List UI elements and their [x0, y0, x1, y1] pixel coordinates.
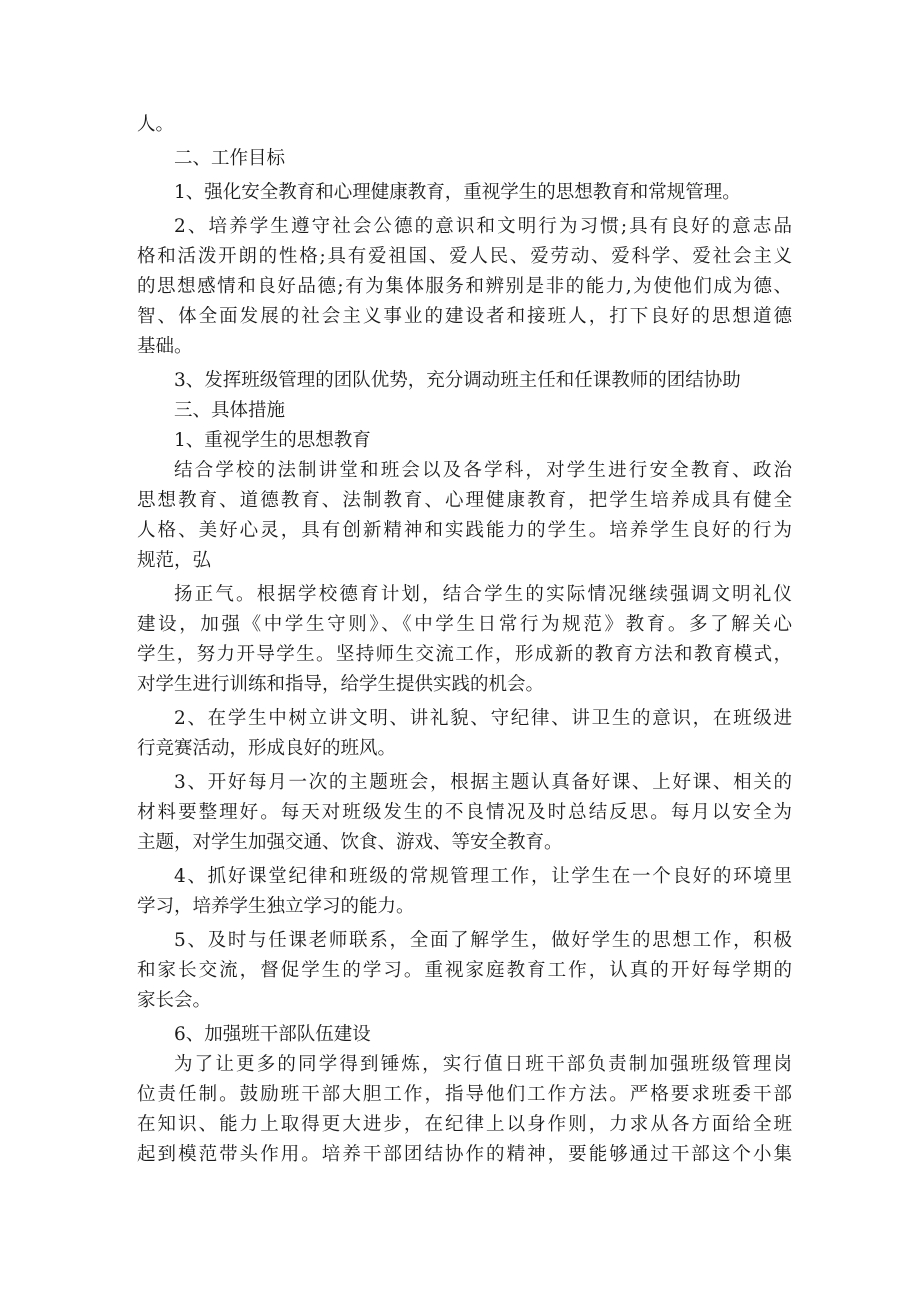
text-line: 位责任制。鼓励班干部大胆工作，指导他们工作方法。严格要求班委干部	[137, 1084, 792, 1105]
heading-text: 6、加强班干部队伍建设	[174, 1024, 371, 1045]
paragraph-measure-1b	[137, 580, 792, 700]
paragraph-measure-6	[137, 1050, 792, 1170]
paragraph-measure-3	[137, 768, 792, 858]
heading-text: 二、工作目标	[174, 148, 286, 169]
text-line: 建设，加强《中学生守则》、《中学生日常行为规范》教育。多了解关心	[137, 614, 792, 635]
text-line: 的思想感情和良好品德;有为集体服务和辨别是非的能力,为使他们成为德、	[137, 276, 792, 297]
text-line: 1、强化安全教育和心理健康教育，重视学生的思想教育和常规管理。	[174, 182, 741, 203]
text-line: 材料要整理好。每天对班级发生的不良情况及时总结反思。每月以安全为	[137, 802, 792, 823]
text-line: 4、抓好课堂纪律和班级的常规管理工作，让学生在一个良好的环境里	[174, 866, 792, 887]
text-line: 人。	[137, 114, 175, 135]
paragraph-measure-2	[137, 704, 792, 764]
section-heading-measures	[137, 396, 792, 426]
text-line: 2、在学生中树立讲文明、讲礼貌、守纪律、讲卫生的意识，在班级进	[174, 708, 792, 729]
paragraph-measure-1a	[137, 456, 792, 576]
section-heading-work-goals	[137, 144, 792, 174]
text-line: 3、发挥班级管理的团队优势，充分调动班主任和任课教师的团结协助	[174, 370, 741, 391]
heading-text: 三、具体措施	[174, 400, 286, 421]
paragraph-measure-5	[137, 926, 792, 1016]
text-line: 对学生进行训练和指导，给学生提供实践的机会。	[137, 674, 545, 695]
paragraph-continuation	[137, 110, 792, 140]
text-line: 家长会。	[137, 990, 212, 1011]
text-line: 扬正气。根据学校德育计划，结合学生的实际情况继续强调文明礼仪	[174, 584, 792, 605]
text-line: 和家长交流，督促学生的学习。重视家庭教育工作，认真的开好每学期的	[137, 960, 792, 981]
text-line: 在知识、能力上取得更大进步，在纪律上以身作则，力求从各方面给全班	[137, 1114, 792, 1135]
text-line: 基础。	[137, 336, 193, 357]
text-line: 为了让更多的同学得到锤炼，实行值日班干部负责制加强班级管理岗	[174, 1054, 792, 1075]
paragraph-goal-1	[137, 178, 792, 208]
text-line: 学生，努力开导学生。坚持师生交流工作，形成新的教育方法和教育模式，	[137, 644, 792, 665]
text-line: 2、培养学生遵守社会公德的意识和文明行为习惯;具有良好的意志品	[174, 216, 792, 237]
subheading-ideological-education	[137, 426, 792, 456]
paragraph-measure-4	[137, 862, 792, 922]
text-line: 结合学校的法制讲堂和班会以及各学科，对学生进行安全教育、政治	[174, 460, 792, 481]
text-line: 格和活泼开朗的性格;具有爱祖国、爱人民、爱劳动、爱科学、爱社会主义	[137, 246, 792, 267]
subheading-class-cadres	[137, 1020, 792, 1050]
paragraph-goal-3	[137, 366, 792, 396]
text-line: 5、及时与任课老师联系，全面了解学生，做好学生的思想工作，积极	[174, 930, 792, 951]
text-line: 3、开好每月一次的主题班会，根据主题认真备好课、上好课、相关的	[174, 772, 792, 793]
heading-text: 1、重视学生的思想教育	[174, 430, 371, 451]
text-line: 人格、美好心灵，具有创新精神和实践能力的学生。培养学生良好的行为	[137, 520, 792, 541]
paragraph-goal-2	[137, 212, 792, 362]
text-line: 智、体全面发展的社会主义事业的建设者和接班人，打下良好的思想道德	[137, 306, 792, 327]
text-line: 主题，对学生加强交通、饮食、游戏、等安全教育。	[137, 832, 563, 853]
text-line: 规范，弘	[137, 550, 212, 571]
text-line: 思想教育、道德教育、法制教育、心理健康教育，把学生培养成具有健全	[137, 490, 792, 511]
text-line: 学习，培养学生独立学习的能力。	[137, 896, 415, 917]
document-body	[137, 110, 792, 1170]
text-line: 行竞赛活动，形成良好的班风。	[137, 738, 397, 759]
text-line: 起到模范带头作用。培养干部团结协作的精神，要能够通过干部这个小集	[137, 1144, 792, 1165]
